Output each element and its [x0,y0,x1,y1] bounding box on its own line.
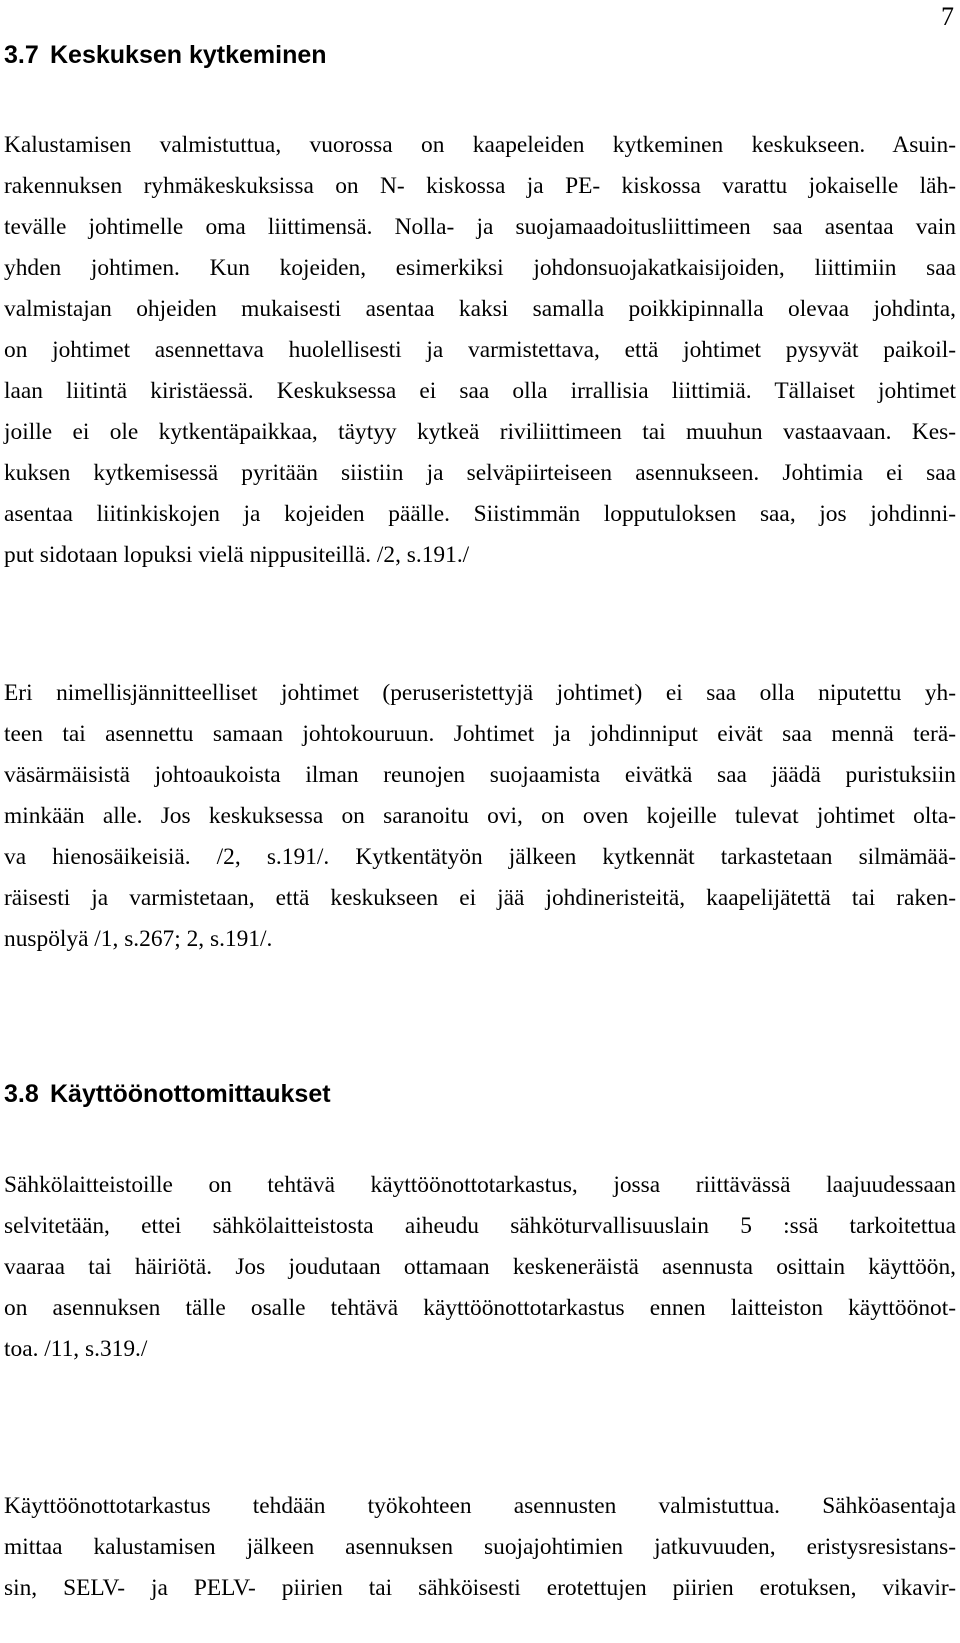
text-line: Eri nimellisjännitteelliset johtimet (peruseristettyjä johtimet) ei saa olla niputettu yh- [4,680,956,706]
text-line: teen tai asennettu samaan johtokouruun. Johtimet ja johdinniput eivät saa mennä terä- [4,721,956,747]
text-line: on johtimet asennettava huolellisesti ja varmistettava, että johtimet pysyvät paikoil- [4,337,956,363]
text-line: asentaa liitinkiskojen ja kojeiden päälle. Siistimmän lopputuloksen saa, jos johdinni- [4,501,956,527]
text-line: vaaraa tai häiriötä. Jos joudutaan ottamaan keskeneräistä asennusta osittain käyttöön, [4,1254,956,1280]
text-line: rakennuksen ryhmäkeskuksissa on N- kiskossa ja PE- kiskossa varattu jokaiselle läh- [4,173,956,199]
text-line: räisesti ja varmistetaan, että keskukseen ei jää johdineristeitä, kaapelijätettä tai raken- [4,885,956,911]
section-number: 3.8 [4,1080,39,1108]
section-heading-3-7 [4,40,327,70]
text-line: minkään alle. Jos keskuksessa on saranoitu ovi, on oven kojeille tulevat johtimet olta- [4,803,956,829]
text-line: tevälle johtimelle oma liittimensä. Nolla- ja suojamaadoitusliittimeen saa asentaa vain [4,214,956,240]
text-line: laan liitintä kiristäessä. Keskuksessa ei saa olla irrallisia liittimiä. Tällaiset johtimet [4,378,956,404]
text-line: valmistajan ohjeiden mukaisesti asentaa kaksi samalla poikkipinnalla olevaa johdinta, [4,296,956,322]
paragraph-voltage-conductors [4,673,956,960]
text-line: sin, SELV- ja PELV- piirien tai sähköisesti erotettujen piirien erotuksen, vikavir- [4,1575,956,1601]
section-number: 3.7 [4,41,39,69]
text-line: Kalustamisen valmistuttua, vuorossa on kaapeleiden kytkeminen keskukseen. Asuin- [4,132,956,158]
paragraph-cable-connection [4,125,956,576]
text-line: nuspölyä /1, s.267; 2, s.191/. [4,926,273,952]
text-line: on asennuksen tälle osalle tehtävä käyttöönottotarkastus ennen laitteiston käyttöönot- [4,1295,956,1321]
section-title: Keskuksen kytkeminen [50,41,327,69]
text-line: Käyttöönottotarkastus tehdään työkohteen asennusten valmistuttua. Sähköasentaja [4,1493,956,1519]
text-line: kuksen kytkemisessä pyritään siistiin ja selväpiirteiseen asennukseen. Johtimia ei saa [4,460,956,486]
section-title: Käyttöönottomittaukset [50,1080,331,1108]
paragraph-commissioning-inspection [4,1165,956,1370]
text-line: mittaa kalustamisen jälkeen asennuksen suojajohtimien jatkuvuuden, eristysresistans- [4,1534,956,1560]
page-number: 7 [941,2,954,31]
text-line: va hienosäikeisiä. /2, s.191/. Kytkentätyön jälkeen kytkennät tarkastetaan silmämää- [4,844,956,870]
text-line: put sidotaan lopuksi vielä nippusiteillä. /2, s.191./ [4,542,470,568]
text-line: selvitetään, ettei sähkölaitteistosta aiheudu sähköturvallisuuslain 5 :ssä tarkoitettua [4,1213,956,1239]
text-line: yhden johtimen. Kun kojeiden, esimerkiksi johdonsuojakatkaisijoiden, liittimiin saa [4,255,956,281]
text-line: väsärmäisistä johtoaukoista ilman reunojen suojaamista eivätkä saa jäädä puristuksiin [4,762,956,788]
text-line: joille ei ole kytkentäpaikkaa, täytyy kytkeä riviliittimeen tai muuhun vastaavaan. Kes- [4,419,956,445]
section-heading-3-8 [4,1079,331,1109]
paragraph-measurements [4,1486,956,1609]
text-line: Sähkölaitteistoille on tehtävä käyttöönottotarkastus, jossa riittävässä laajuudessaan [4,1172,956,1198]
text-line: toa. /11, s.319./ [4,1336,148,1362]
